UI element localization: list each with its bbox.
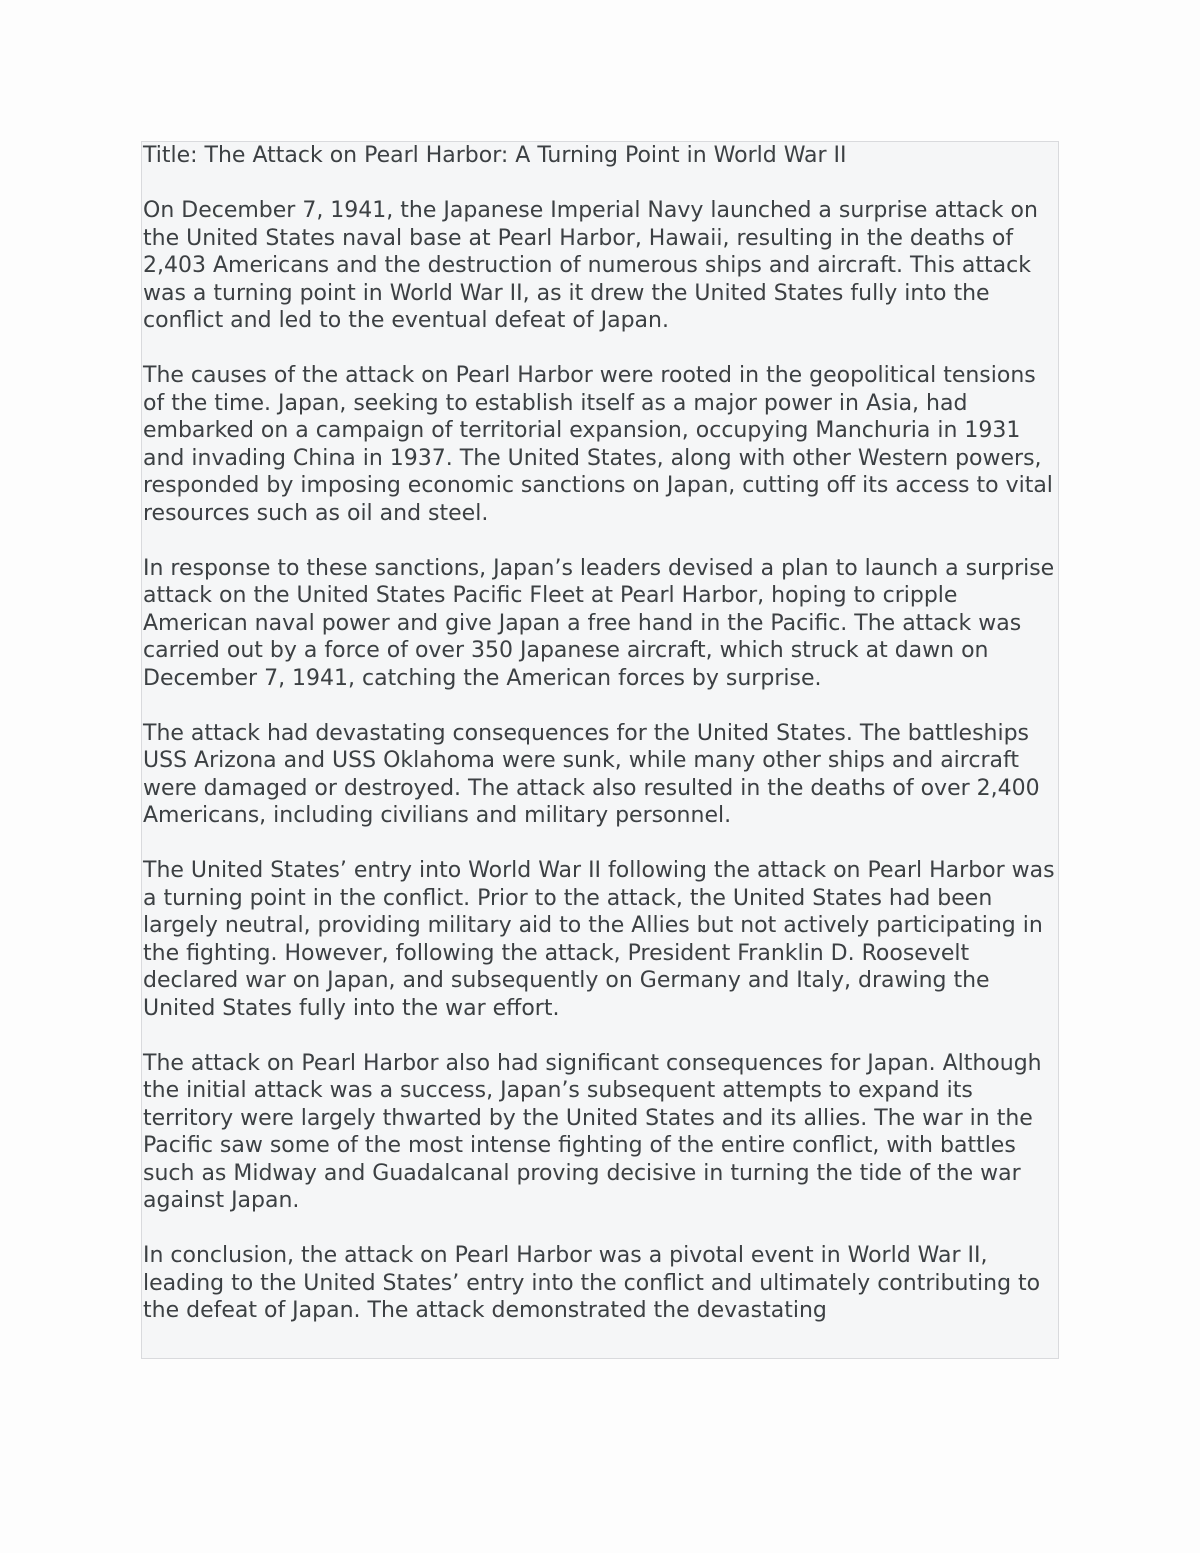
paragraph: On December 7, 1941, the Japanese Imperial Navy launched a surprise attack on the United States naval base at Pearl Harbor, Hawaii, resulting in the deaths of 2,403 Americans and the destruction of numerous ships and aircraft. This attack was a turning point in World War II, as it drew the United States fully into the conflict and led to the eventual defeat of Japan. bbox=[143, 198, 1038, 333]
paragraph: The United States’ entry into World War II following the attack on Pearl Harbor was a turning point in the conflict. Prior to the attack, the United States had been largely neutral, providing military aid to the Allies but not actively participating in the fighting. However, following the attack, President Franklin D. Roosevelt declared war on Japan, and subsequently on Germany and Italy, drawing the United States fully into the war effort. bbox=[143, 858, 1055, 1021]
document-text-box bbox=[141, 141, 1059, 1359]
paragraph: The causes of the attack on Pearl Harbor were rooted in the geopolitical tensions of the time. Japan, seeking to establish itself as a major power in Asia, had embarked on a campaign of territorial expansion, occupying Manchuria in 1931 and invading China in 1937. The United States, along with other Western powers, responded by imposing economic sanctions on Japan, cutting off its access to vital resources such as oil and steel. bbox=[143, 363, 1053, 526]
document-body bbox=[142, 142, 1058, 1325]
document-title: Title: The Attack on Pearl Harbor: A Turning Point in World War II bbox=[143, 143, 847, 168]
paragraph: In response to these sanctions, Japan’s leaders devised a plan to launch a surprise attack on the United States Pacific Fleet at Pearl Harbor, hoping to cripple American naval power and give Japan a free hand in the Pacific. The attack was carried out by a force of over 350 Japanese aircraft, which struck at dawn on December 7, 1941, catching the American forces by surprise. bbox=[143, 555, 1055, 691]
paragraph: The attack on Pearl Harbor also had significant consequences for Japan. Although the initial attack was a success, Japan’s subsequent attempts to expand its territory were largely thwarted by the United States and its allies. The war in the Pacific saw some of the most intense fighting of the entire conflict, with battles such as Midway and Guadalcanal proving decisive in turning the tide of the war against Japan. bbox=[143, 1050, 1042, 1213]
paragraph: In conclusion, the attack on Pearl Harbor was a pivotal event in World War II, leading to the United States’ entry into the conflict and ultimately contributing to the defeat of Japan. The attack demonstrated the devastating bbox=[143, 1243, 1041, 1323]
paragraph: The attack had devastating consequences for the United States. The battleships USS Arizona and USS Oklahoma were sunk, while many other ships and aircraft were damaged or destroyed. The attack also resulted in the deaths of over 2,400 Americans, including civilians and military personnel. bbox=[143, 720, 1040, 828]
